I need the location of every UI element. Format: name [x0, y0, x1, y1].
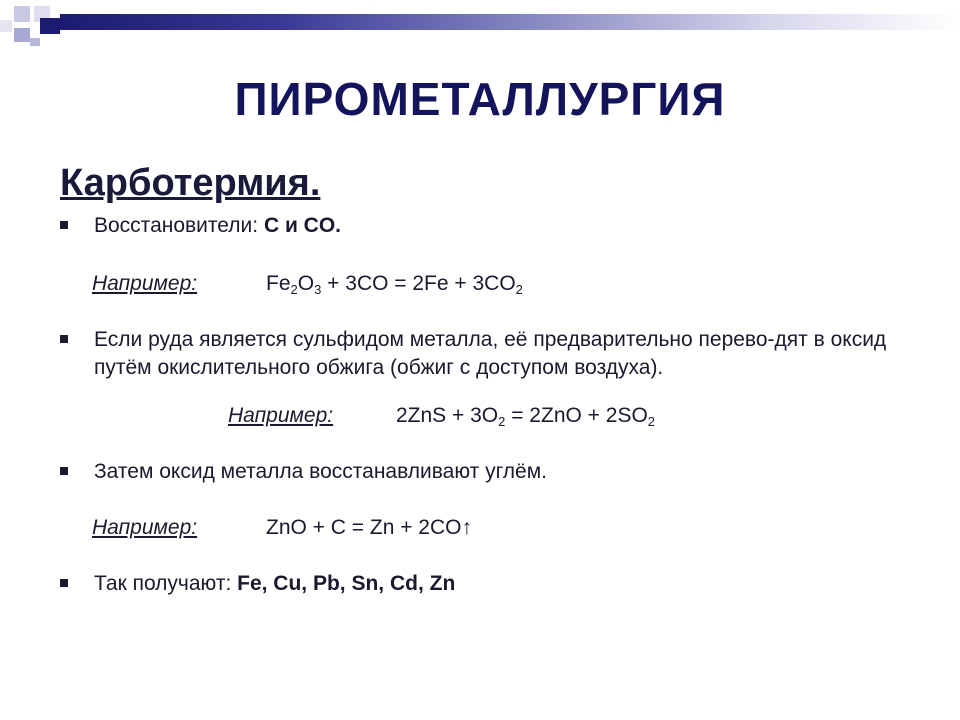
bullet-text: Если руда является сульфидом металла, её предварительно перево-дят в оксид путём окислительного обжига (обжиг с доступом воздуха). [94, 328, 887, 379]
example-label: Например: [228, 404, 334, 427]
decorative-header [0, 0, 960, 46]
example-2 [228, 402, 333, 430]
bullet-square-icon [60, 467, 68, 475]
example-formula-2: $2ZnS + 3O_2 = 2ZnO + 2SO_2$ [396, 404, 656, 429]
slide-subtitle: Карботермия. [60, 162, 321, 204]
bullet-square-icon [60, 579, 68, 587]
bullet-text: Затем оксид металла восстанавливают углём. [94, 460, 547, 483]
slide-title: ПИРОМЕТАЛЛУРГИЯ [234, 73, 726, 125]
bullet-text: Так получают: [94, 572, 238, 595]
decor-square [30, 38, 40, 46]
bullet-bold-text: C и CO. [263, 214, 342, 237]
example-label: Например: [92, 272, 198, 295]
bullet-bold-text: Fe, Cu, Pb, Sn, Cd, Zn [237, 572, 456, 595]
decor-square [14, 28, 30, 42]
example-formula-1: $Fe_2O_3 + 3CO = 2Fe + 3CO_2$ [266, 272, 523, 297]
example-3 [92, 514, 197, 542]
decor-square [40, 18, 60, 34]
bullet-square-icon [60, 221, 68, 229]
example-1 [92, 270, 197, 298]
bullet-text: Восстановители: [94, 214, 264, 237]
decor-square [0, 20, 12, 32]
example-label: Например: [92, 516, 198, 539]
decor-square [14, 6, 30, 22]
bullet-square-icon [60, 335, 68, 343]
header-gradient-bar [60, 14, 960, 30]
example-formula-3: ZnO + C = Zn + 2CO↑ [266, 516, 472, 539]
